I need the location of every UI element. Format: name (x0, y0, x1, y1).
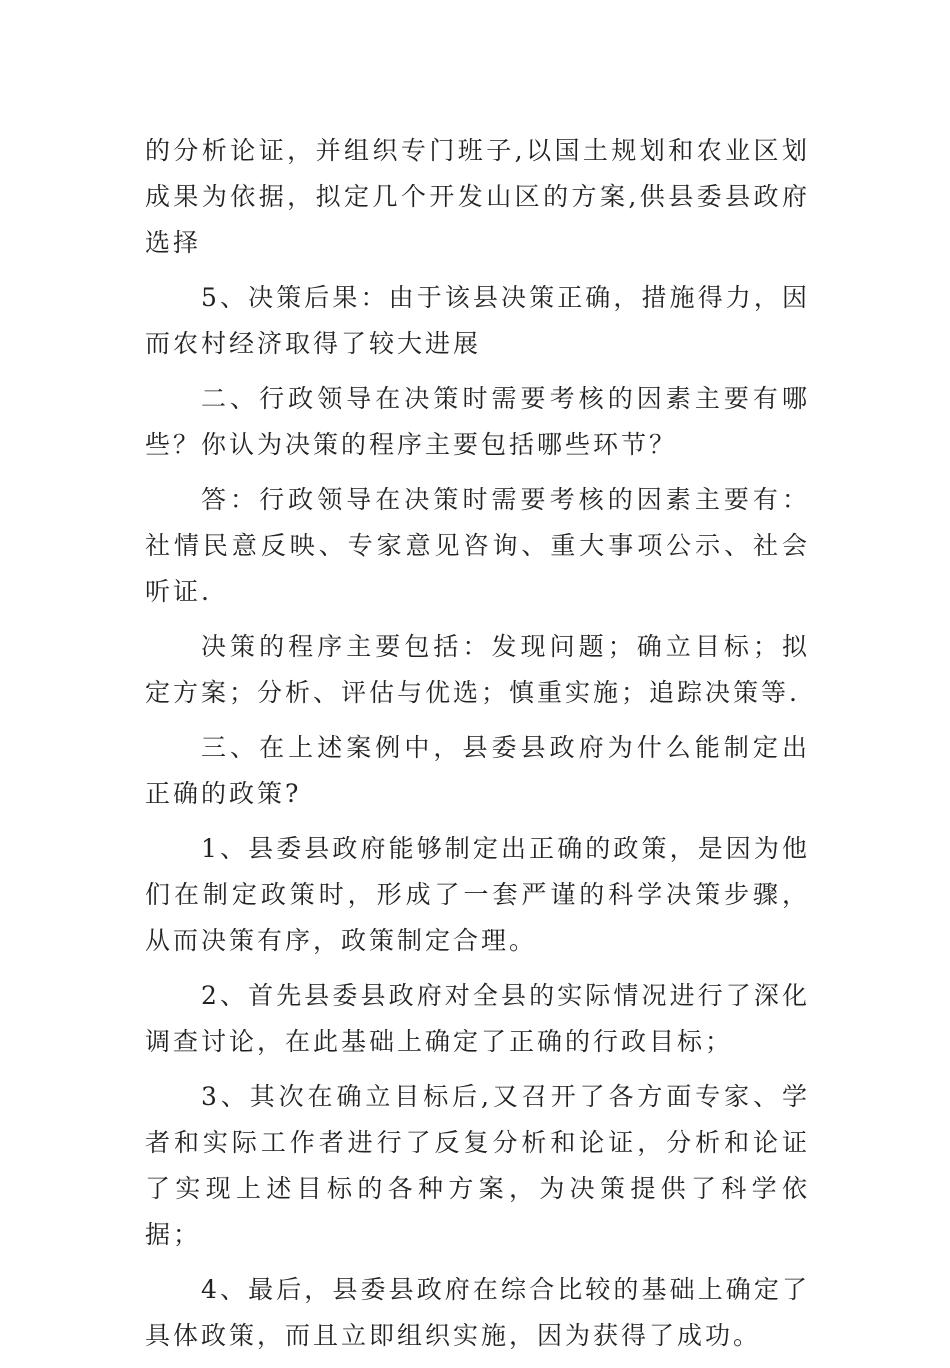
answer-two-procedure: 决策的程序主要包括：发现问题；确立目标；拟定方案；分析、评估与优选；慎重实施；追踪决策等. (145, 632, 810, 707)
document-body (145, 128, 810, 1368)
paragraph-decision-outcome: 5、决策后果：由于该县决策正确，措施得力，因而农村经济取得了较大进展 (145, 283, 810, 358)
answer-three-point-three: 3、其次在确立目标后,又召开了各方面专家、学者和实际工作者进行了反复分析和论证，分析和论证了实现上述目标的各种方案，为决策提供了科学依据； (145, 1082, 810, 1249)
answer-three-point-four: 4、最后，县委县政府在综合比较的基础上确定了具体政策，而且立即组织实施，因为获得了成功。 (145, 1275, 810, 1350)
question-three: 三、在上述案例中，县委县政府为什么能制定出正确的政策? (145, 733, 810, 808)
answer-three-point-two: 2、首先县委县政府对全县的实际情况进行了深化调查讨论，在此基础上确定了正确的行政目标； (145, 981, 810, 1056)
answer-two-factors: 答：行政领导在决策时需要考核的因素主要有：社情民意反映、专家意见咨询、重大事项公示、社会听证. (145, 485, 810, 606)
paragraph-continuation: 的分析论证，并组织专门班子,以国土规划和农业区划成果为依据，拟定几个开发山区的方案,供县委县政府选择 (145, 136, 810, 257)
question-two: 二、行政领导在决策时需要考核的因素主要有哪些？你认为决策的程序主要包括哪些环节？ (145, 384, 810, 459)
answer-three-point-one: 1、县委县政府能够制定出正确的政策，是因为他们在制定政策时，形成了一套严谨的科学决策步骤，从而决策有序，政策制定合理。 (145, 834, 810, 955)
